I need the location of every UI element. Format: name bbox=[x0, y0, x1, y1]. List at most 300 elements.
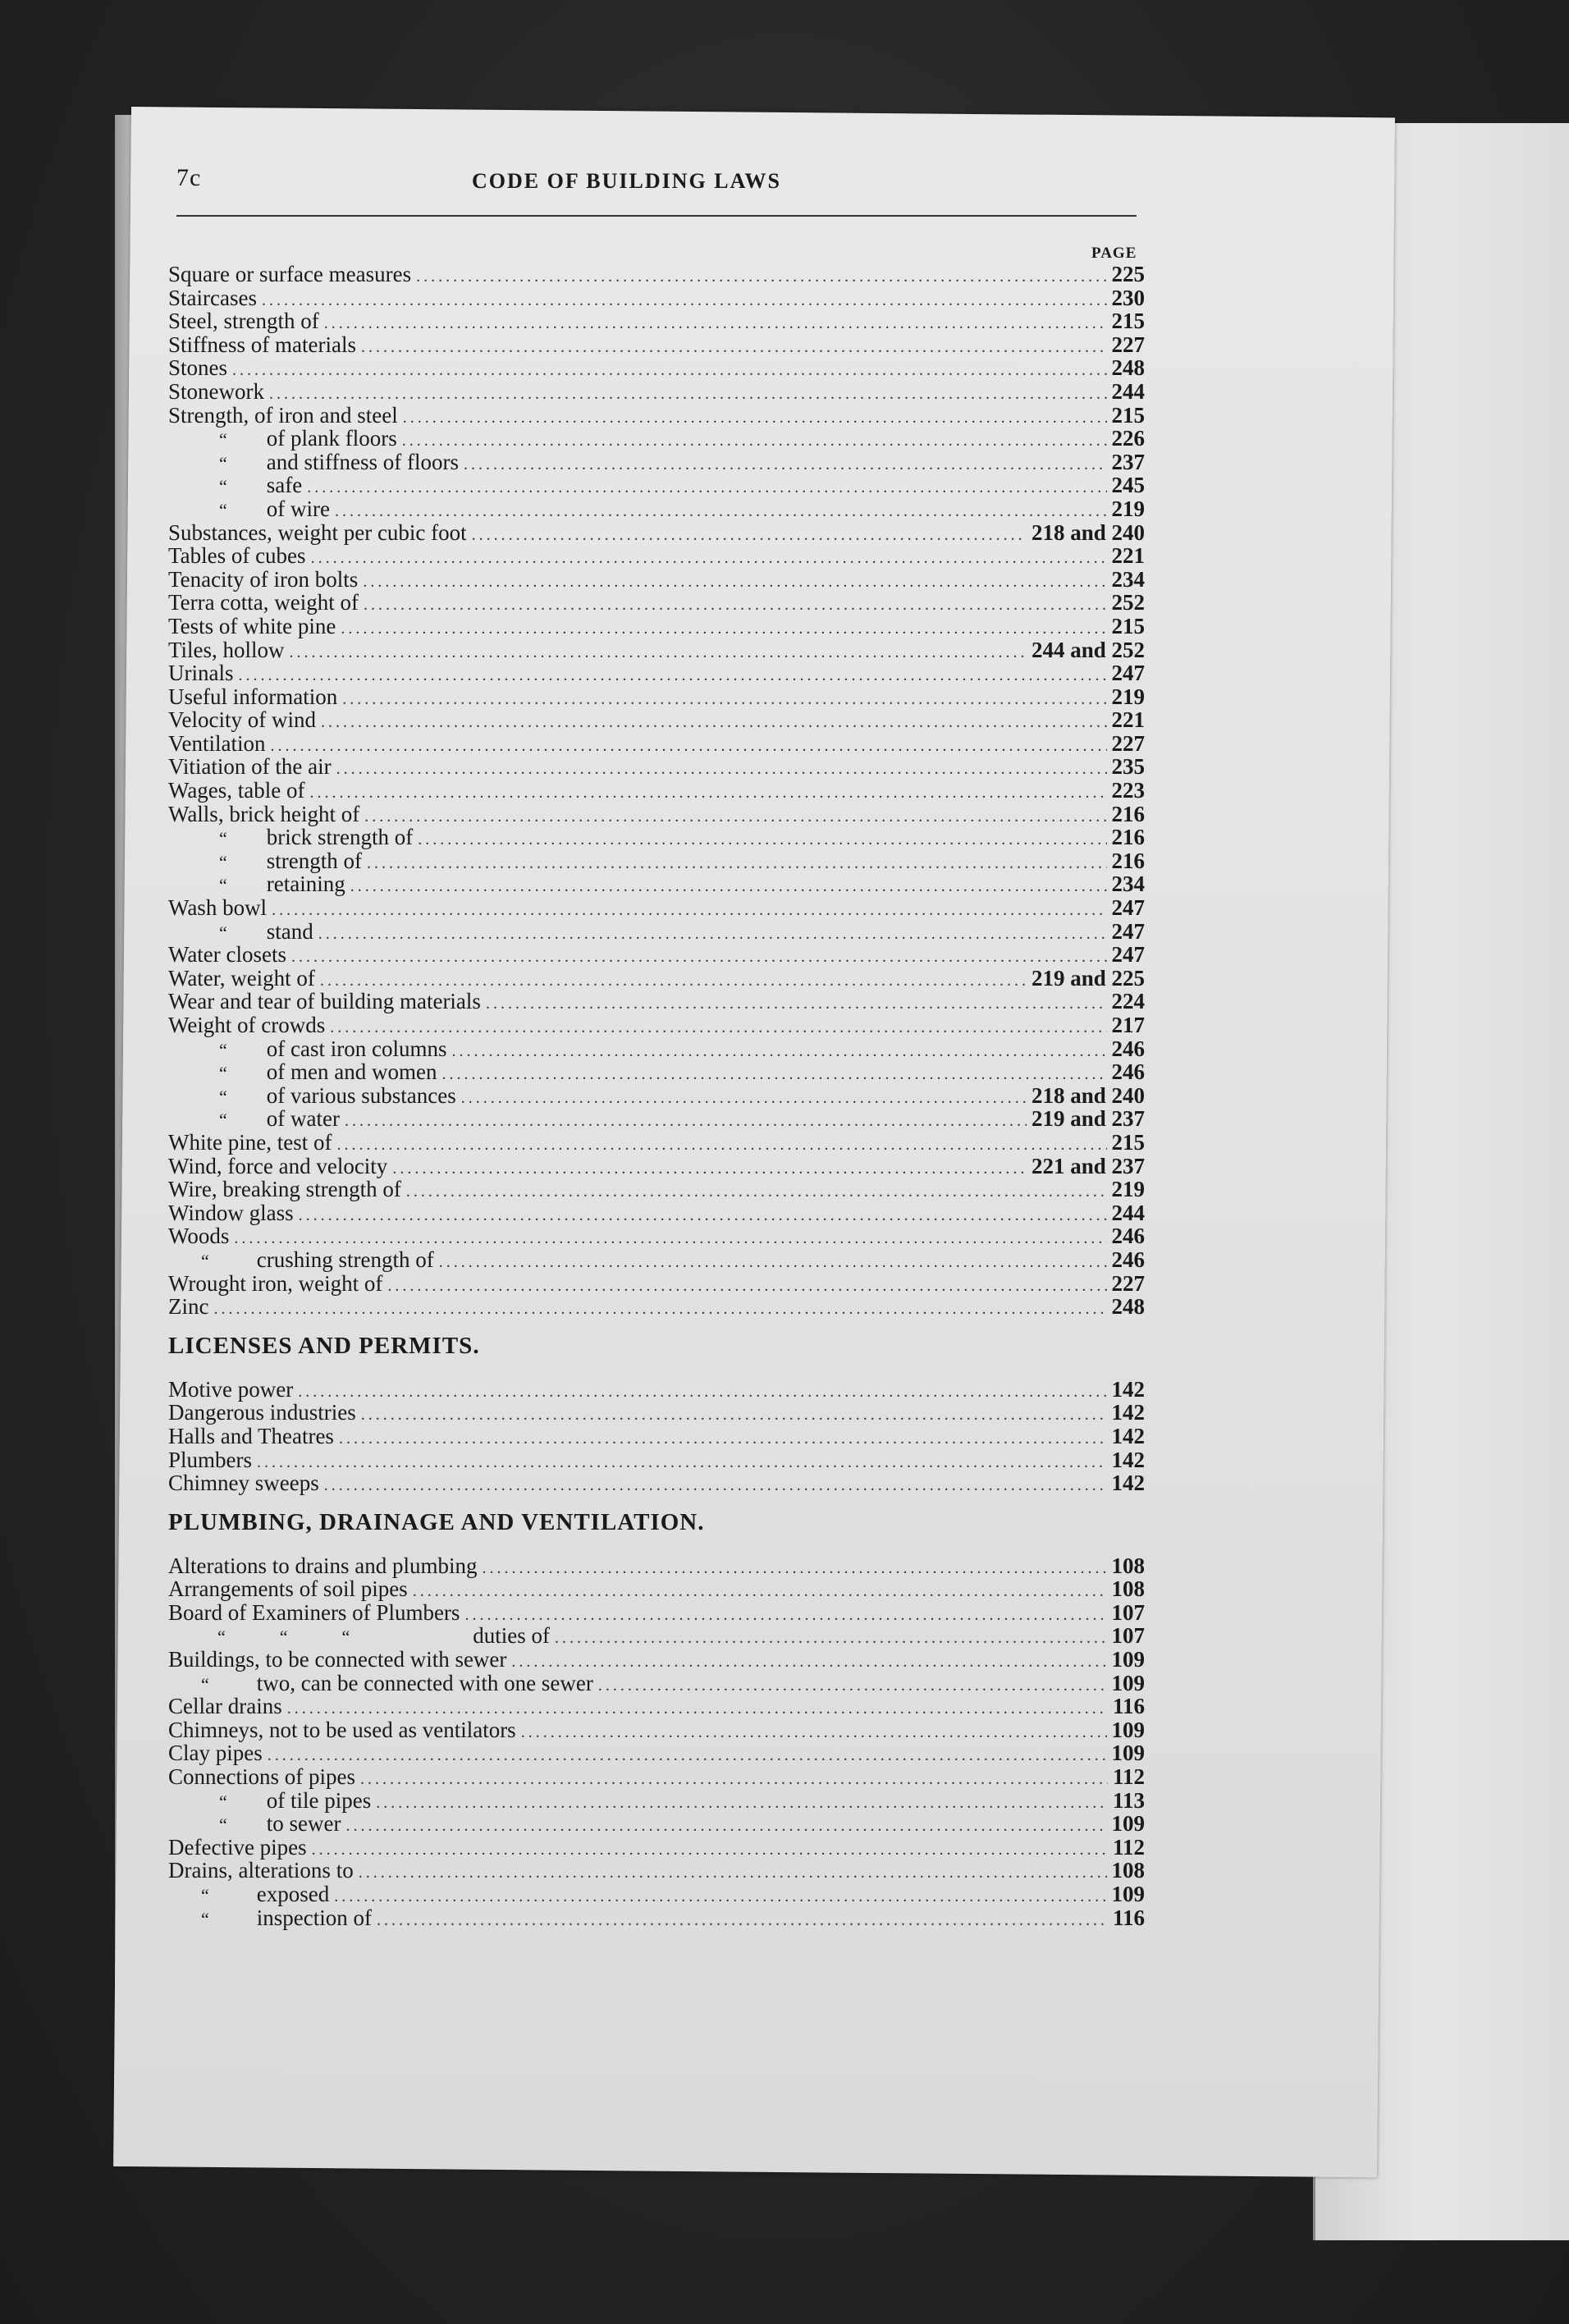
dot-leader bbox=[521, 1721, 1107, 1745]
index-entry-label bbox=[168, 591, 359, 615]
index-entry-text: Board of Examiners of Plumbers bbox=[168, 1599, 460, 1625]
index-entry-text: Strength, of iron and steel bbox=[168, 402, 398, 428]
index-entry-label bbox=[168, 1765, 355, 1789]
index-entry-text: Motive power bbox=[168, 1376, 294, 1402]
index-entry-page: 252 bbox=[1111, 590, 1145, 615]
index-entry-page: 219 bbox=[1111, 1177, 1145, 1202]
index-entry bbox=[168, 1601, 1145, 1625]
index-entry-label bbox=[168, 1272, 382, 1296]
dot-leader bbox=[238, 664, 1106, 688]
index-entry-text: Stiffness of materials bbox=[168, 332, 356, 357]
index-entry-text: of cast iron columns bbox=[266, 1036, 447, 1061]
index-entry-text: Tests of white pine bbox=[168, 613, 336, 638]
index-entry-page: 219 and 225 bbox=[1031, 965, 1145, 990]
index-entry bbox=[168, 286, 1145, 310]
dot-leader bbox=[363, 570, 1106, 594]
index-entry bbox=[168, 1425, 1145, 1448]
index-entry-label bbox=[168, 1178, 401, 1201]
index-entry-text: Water closets bbox=[168, 942, 287, 968]
index-entry-page: 215 bbox=[1111, 402, 1145, 428]
index-entry-label bbox=[168, 967, 315, 990]
dot-leader bbox=[555, 1626, 1106, 1650]
ditto-mark: “ bbox=[201, 1885, 209, 1905]
index-entry-text: Drains, alterations to bbox=[168, 1858, 354, 1883]
index-entry-page: 216 bbox=[1111, 801, 1145, 826]
dot-leader bbox=[387, 1274, 1106, 1298]
index-entry-label bbox=[168, 1107, 340, 1132]
index-entry bbox=[168, 661, 1145, 685]
index-entry-page: 248 bbox=[1111, 355, 1145, 381]
index-entry bbox=[168, 1741, 1145, 1765]
index-entry-page: 247 bbox=[1111, 895, 1145, 921]
index-entry-text: two, can be connected with one sewer bbox=[256, 1670, 593, 1695]
index-entry-page: 116 bbox=[1112, 1905, 1145, 1930]
dot-leader bbox=[361, 1403, 1107, 1427]
dot-leader bbox=[441, 1063, 1106, 1087]
index-entry-label bbox=[168, 685, 337, 709]
index-entry bbox=[168, 1812, 1145, 1836]
index-entry-text: Useful information bbox=[168, 684, 338, 709]
dot-leader bbox=[336, 1133, 1106, 1157]
index-entry-label bbox=[168, 1672, 593, 1697]
index-entry-text: safe bbox=[266, 473, 303, 498]
dot-leader bbox=[359, 1861, 1107, 1885]
index-entry bbox=[168, 708, 1145, 732]
index-entry-label bbox=[168, 286, 257, 310]
dot-leader bbox=[341, 617, 1106, 641]
index-entry-label bbox=[168, 1201, 294, 1225]
index-entry bbox=[168, 1224, 1145, 1248]
index-entry-page: 234 bbox=[1111, 566, 1145, 592]
index-entry-label bbox=[168, 779, 305, 803]
index-entry-label bbox=[168, 1425, 334, 1448]
ditto-mark: “ bbox=[219, 1063, 227, 1084]
index-entry-text: strength of bbox=[266, 848, 362, 873]
index-entry-page: 108 bbox=[1111, 1576, 1145, 1602]
index-entry-text: Arrangements of soil pipes bbox=[168, 1576, 408, 1602]
index-list-main bbox=[168, 263, 1145, 1319]
dot-leader bbox=[232, 359, 1106, 382]
dot-leader bbox=[336, 757, 1107, 781]
index-entry bbox=[168, 1765, 1145, 1789]
index-entry-label bbox=[168, 1624, 550, 1649]
index-entry-page: 142 bbox=[1111, 1471, 1145, 1496]
index-entry-label bbox=[168, 638, 285, 662]
index-entry-page: 248 bbox=[1111, 1294, 1145, 1320]
index-entry-text: to sewer bbox=[266, 1811, 341, 1837]
dot-leader bbox=[290, 641, 1027, 665]
index-entry-text: Walls, brick height of bbox=[168, 801, 360, 826]
index-entry-page: 113 bbox=[1112, 1787, 1145, 1813]
index-entry bbox=[168, 1718, 1145, 1742]
index-entry-page: 227 bbox=[1111, 1270, 1145, 1296]
dot-leader bbox=[464, 1603, 1106, 1627]
index-entry-label bbox=[168, 990, 481, 1013]
index-entry-page: 142 bbox=[1111, 1423, 1145, 1448]
index-entry-label bbox=[168, 1013, 325, 1037]
index-entry-text: Tiles, hollow bbox=[168, 637, 285, 662]
index-entry-label bbox=[168, 1295, 208, 1319]
ditto-mark: “ bbox=[201, 1673, 209, 1695]
index-entry-text: Ventilation bbox=[168, 730, 266, 756]
index-entry-page: 108 bbox=[1111, 1858, 1145, 1883]
index-entry bbox=[168, 1554, 1145, 1578]
index-entry-text: stand bbox=[266, 918, 313, 944]
index-entry-page: 217 bbox=[1111, 1013, 1145, 1037]
index-entry bbox=[168, 872, 1145, 896]
index-entry bbox=[168, 615, 1145, 638]
ditto-mark: “ bbox=[219, 429, 227, 451]
page-number: 7c bbox=[176, 164, 202, 191]
index-entry-label bbox=[168, 333, 356, 357]
index-entry-page: 218 and 240 bbox=[1031, 1082, 1145, 1108]
index-entry bbox=[168, 896, 1145, 920]
index-entry-text: Staircases bbox=[168, 285, 257, 310]
index-entry-page: 109 bbox=[1111, 1670, 1145, 1695]
index-entry-text: Wash bowl bbox=[168, 895, 268, 921]
index-entry-text: Substances, weight per cubic foot bbox=[168, 519, 467, 545]
ditto-mark: “ bbox=[219, 1814, 227, 1836]
index-entry bbox=[168, 1131, 1145, 1155]
index-entry bbox=[168, 473, 1145, 497]
index-entry-label bbox=[168, 521, 467, 545]
index-entry bbox=[168, 732, 1145, 756]
index-entry bbox=[168, 568, 1145, 592]
index-entry-text: retaining bbox=[266, 872, 345, 897]
index-entry-label bbox=[168, 1554, 477, 1578]
index-entry-page: 107 bbox=[1111, 1623, 1145, 1649]
index-entry-label bbox=[168, 615, 336, 638]
index-entry bbox=[168, 1401, 1145, 1425]
dot-leader bbox=[482, 1557, 1106, 1581]
ditto-mark: “ bbox=[219, 828, 227, 849]
dot-leader bbox=[345, 1109, 1027, 1133]
index-entry-text: Defective pipes bbox=[168, 1834, 307, 1860]
dot-leader bbox=[318, 922, 1107, 946]
dot-leader bbox=[598, 1674, 1107, 1698]
running-title: CODE OF BUILDING LAWS bbox=[472, 169, 781, 193]
dot-leader bbox=[339, 1427, 1107, 1451]
index-entry-page: 224 bbox=[1111, 989, 1145, 1014]
index-entry bbox=[168, 380, 1145, 404]
index-entry-page: 227 bbox=[1111, 730, 1145, 756]
index-entry bbox=[168, 497, 1145, 521]
index-entry-text: Connections of pipes bbox=[168, 1764, 355, 1790]
index-entry-label bbox=[168, 1060, 437, 1086]
index-entry bbox=[168, 356, 1145, 380]
index-entry-page: 219 and 237 bbox=[1031, 1106, 1145, 1132]
dot-leader bbox=[418, 828, 1106, 852]
page-header bbox=[176, 164, 1137, 213]
dot-leader bbox=[402, 429, 1107, 453]
index-entry-label bbox=[168, 872, 345, 898]
dot-leader bbox=[377, 1909, 1108, 1933]
index-entry-text: Buildings, to be connected with sewer bbox=[168, 1647, 507, 1672]
index-entry-label bbox=[168, 263, 411, 286]
index-entry-page: 246 bbox=[1111, 1247, 1145, 1272]
index-entry-text: of wire bbox=[266, 496, 330, 521]
index-entry-text: Vitiation of the air bbox=[168, 754, 332, 780]
dot-leader bbox=[307, 476, 1106, 500]
index-entry-text: of tile pipes bbox=[266, 1787, 372, 1813]
index-entry-page: 109 bbox=[1111, 1811, 1145, 1837]
dot-leader bbox=[262, 289, 1107, 313]
index-entry-text: of water bbox=[266, 1106, 340, 1132]
index-entry-text: Stonework bbox=[168, 378, 264, 404]
index-entry-label bbox=[168, 1601, 460, 1625]
index-entry-label bbox=[168, 1155, 387, 1178]
index-entry bbox=[168, 1648, 1145, 1672]
index-entry-text: Water, weight of bbox=[168, 965, 315, 990]
index-entry-label bbox=[168, 473, 302, 499]
dot-leader bbox=[472, 524, 1027, 547]
ditto-mark: “ bbox=[219, 1039, 227, 1060]
dot-leader bbox=[311, 547, 1107, 570]
index-entry bbox=[168, 1295, 1145, 1319]
dot-leader bbox=[416, 265, 1106, 289]
index-entry bbox=[168, 309, 1145, 333]
index-entry bbox=[168, 544, 1145, 568]
index-entry-label bbox=[168, 1577, 408, 1601]
ditto-mark: “ bbox=[219, 1086, 227, 1107]
index-entry-text: Wages, table of bbox=[168, 778, 305, 803]
index-entry-label bbox=[168, 803, 359, 826]
index-entry-page: 247 bbox=[1111, 942, 1145, 968]
index-entry-label bbox=[168, 1812, 341, 1837]
index-entry-label bbox=[168, 544, 306, 568]
index-entry-label bbox=[168, 451, 459, 476]
index-entry-page: 216 bbox=[1111, 825, 1145, 850]
index-entry-text: Square or surface measures bbox=[168, 262, 412, 286]
index-entry-text: Chimney sweeps bbox=[168, 1471, 319, 1496]
dot-leader bbox=[392, 1157, 1027, 1181]
ditto-mark: “ bbox=[201, 1908, 209, 1929]
index-entry-label bbox=[168, 568, 358, 592]
index-entry bbox=[168, 1060, 1145, 1084]
index-entry-label bbox=[168, 1084, 456, 1109]
ditto-mark: “ bbox=[201, 1250, 209, 1271]
dot-leader bbox=[461, 1087, 1027, 1110]
index-entry bbox=[168, 1471, 1145, 1495]
index-entry-page: 215 bbox=[1111, 1129, 1145, 1155]
index-entry-page: 112 bbox=[1112, 1764, 1145, 1790]
dot-leader bbox=[376, 1791, 1108, 1815]
index-entry bbox=[168, 1013, 1145, 1037]
dot-leader bbox=[360, 1768, 1108, 1791]
ditto-mark: “ bbox=[219, 922, 227, 943]
dot-leader bbox=[367, 852, 1107, 876]
index-entry bbox=[168, 521, 1145, 545]
index-entry-page: 247 bbox=[1111, 918, 1145, 944]
index-entry-page: 247 bbox=[1111, 661, 1145, 686]
index-entry bbox=[168, 451, 1145, 474]
index-entry-label bbox=[168, 896, 267, 920]
index-entry bbox=[168, 1577, 1145, 1601]
dot-leader bbox=[213, 1297, 1106, 1321]
dot-leader bbox=[403, 406, 1107, 430]
index-entry bbox=[168, 826, 1145, 849]
dot-leader bbox=[334, 1885, 1106, 1909]
ditto-mark: “ bbox=[219, 476, 227, 497]
index-entry bbox=[168, 1248, 1145, 1272]
dot-leader bbox=[270, 734, 1106, 758]
index-entry-page: 219 bbox=[1111, 496, 1145, 521]
index-entry-label bbox=[168, 1471, 319, 1495]
section-title-licenses: LICENSES AND PERMITS. bbox=[168, 1332, 480, 1359]
index-entry bbox=[168, 263, 1145, 286]
index-entry-text: Dangerous industries bbox=[168, 1400, 356, 1425]
index-entry bbox=[168, 1859, 1145, 1883]
dot-leader bbox=[350, 875, 1107, 899]
index-entry-text: of various substances bbox=[266, 1082, 456, 1108]
index-entry-text: duties of bbox=[473, 1623, 551, 1649]
index-entry-label bbox=[168, 1448, 252, 1472]
dot-leader bbox=[299, 1204, 1107, 1228]
index-entry-page: 221 and 237 bbox=[1031, 1153, 1145, 1178]
index-entry-text: brick strength of bbox=[266, 825, 414, 850]
dot-leader bbox=[324, 1474, 1107, 1498]
index-entry bbox=[168, 1672, 1145, 1695]
index-entry bbox=[168, 1178, 1145, 1201]
dot-leader bbox=[312, 1838, 1108, 1862]
index-entry-label bbox=[168, 849, 362, 875]
index-entry-page: 108 bbox=[1111, 1553, 1145, 1578]
index-entry-label bbox=[168, 1789, 371, 1814]
index-entry-label bbox=[168, 309, 319, 333]
index-entry bbox=[168, 1155, 1145, 1178]
index-entry-text: Chimneys, not to be used as ventilators bbox=[168, 1717, 516, 1742]
section-title-plumbing: PLUMBING, DRAINAGE AND VENTILATION. bbox=[168, 1508, 705, 1535]
index-entry-label bbox=[168, 404, 398, 428]
index-entry-page: 246 bbox=[1111, 1059, 1145, 1085]
dot-leader bbox=[298, 1380, 1106, 1404]
dot-leader bbox=[321, 711, 1107, 734]
index-entry-page: 221 bbox=[1111, 707, 1145, 733]
dot-leader bbox=[439, 1251, 1107, 1274]
index-entry-text: exposed bbox=[256, 1882, 330, 1906]
dot-leader bbox=[342, 688, 1106, 711]
index-entry-text: Velocity of wind bbox=[168, 707, 316, 733]
ditto-mark: “ bbox=[219, 875, 227, 896]
index-entry-label bbox=[168, 943, 286, 967]
index-entry-text: of plank floors bbox=[266, 426, 397, 451]
index-entry-text: Alterations to drains and plumbing bbox=[168, 1553, 478, 1578]
index-entry-label bbox=[168, 1859, 354, 1883]
index-entry-page: 237 bbox=[1111, 449, 1145, 474]
index-entry-label bbox=[168, 920, 313, 945]
index-entry-text: White pine, test of bbox=[168, 1129, 332, 1155]
index-entry-page: 225 bbox=[1111, 262, 1145, 286]
index-entry bbox=[168, 591, 1145, 615]
index-entry-text: Wrought iron, weight of bbox=[168, 1270, 383, 1296]
index-entry bbox=[168, 1037, 1145, 1061]
dot-leader bbox=[486, 992, 1107, 1016]
index-entry bbox=[168, 1107, 1145, 1131]
index-entry-text: Plumbers bbox=[168, 1447, 253, 1472]
dot-leader bbox=[324, 312, 1107, 336]
index-entry-page: 246 bbox=[1111, 1036, 1145, 1061]
index-entry-page: 109 bbox=[1111, 1717, 1145, 1742]
index-entry bbox=[168, 803, 1145, 826]
index-entry-page: 246 bbox=[1111, 1224, 1145, 1249]
index-entry-text: Clay pipes bbox=[168, 1741, 263, 1766]
header-rule bbox=[176, 215, 1137, 217]
index-entry bbox=[168, 920, 1145, 944]
index-entry-page: 218 and 240 bbox=[1031, 519, 1145, 545]
index-entry bbox=[168, 1883, 1145, 1906]
index-entry-page: 109 bbox=[1111, 1741, 1145, 1766]
dot-leader bbox=[257, 1451, 1106, 1475]
index-entry-text: Wind, force and velocity bbox=[168, 1153, 388, 1178]
index-entry-text: Steel, strength of bbox=[168, 309, 319, 334]
index-entry bbox=[168, 1084, 1145, 1108]
ditto-mark: “ bbox=[219, 851, 227, 872]
index-entry-label bbox=[168, 661, 233, 685]
index-entry-page: 245 bbox=[1111, 473, 1145, 498]
index-entry-label bbox=[168, 1248, 434, 1274]
index-entry-label bbox=[168, 380, 264, 404]
index-entry-page: 112 bbox=[1112, 1834, 1145, 1860]
index-entry-page: 244 bbox=[1111, 1200, 1145, 1225]
page-column-label: PAGE bbox=[1091, 245, 1137, 262]
index-entry-label bbox=[168, 708, 316, 732]
ditto-mark: “ bbox=[219, 452, 227, 473]
dot-leader bbox=[310, 781, 1107, 805]
dot-leader bbox=[464, 453, 1107, 477]
index-entry bbox=[168, 404, 1145, 428]
dot-leader bbox=[268, 1744, 1107, 1768]
index-entry-label bbox=[168, 427, 397, 452]
dot-leader bbox=[291, 945, 1106, 969]
dot-leader bbox=[361, 336, 1107, 359]
index-entry-text: Woods bbox=[168, 1224, 230, 1249]
index-entry-page: 142 bbox=[1111, 1447, 1145, 1472]
index-entry-label bbox=[168, 497, 330, 523]
ditto-mark: “ “ “ bbox=[217, 1626, 350, 1648]
index-entry-label bbox=[168, 826, 413, 851]
dot-leader bbox=[511, 1650, 1106, 1674]
dot-leader bbox=[364, 593, 1106, 617]
index-list-plumbing bbox=[168, 1554, 1145, 1930]
index-entry-text: crushing strength of bbox=[256, 1247, 434, 1272]
index-entry-label bbox=[168, 1836, 307, 1860]
index-entry-page: 215 bbox=[1111, 613, 1145, 638]
index-entry-page: 142 bbox=[1111, 1400, 1145, 1425]
ditto-mark: “ bbox=[219, 499, 227, 520]
index-entry-page: 244 and 252 bbox=[1031, 637, 1145, 662]
index-entry bbox=[168, 427, 1145, 451]
index-entry bbox=[168, 1448, 1145, 1472]
index-entry-page: 216 bbox=[1111, 848, 1145, 873]
dot-leader bbox=[451, 1040, 1106, 1064]
index-entry-text: Tenacity of iron bolts bbox=[168, 566, 359, 592]
index-entry bbox=[168, 1378, 1145, 1402]
index-entry-label bbox=[168, 1695, 282, 1718]
index-entry-text: Cellar drains bbox=[168, 1694, 282, 1719]
index-entry-page: 227 bbox=[1111, 332, 1145, 357]
index-entry bbox=[168, 1836, 1145, 1860]
index-entry bbox=[168, 755, 1145, 779]
index-entry-page: 221 bbox=[1111, 543, 1145, 569]
index-entry-text: Tables of cubes bbox=[168, 543, 306, 569]
index-entry bbox=[168, 1789, 1145, 1813]
index-entry-label bbox=[168, 1401, 356, 1425]
index-entry-page: 223 bbox=[1111, 778, 1145, 803]
index-entry-text: Urinals bbox=[168, 661, 234, 686]
index-entry-page: 215 bbox=[1111, 309, 1145, 334]
index-entry-page: 219 bbox=[1111, 684, 1145, 709]
index-entry-page: 244 bbox=[1111, 378, 1145, 404]
